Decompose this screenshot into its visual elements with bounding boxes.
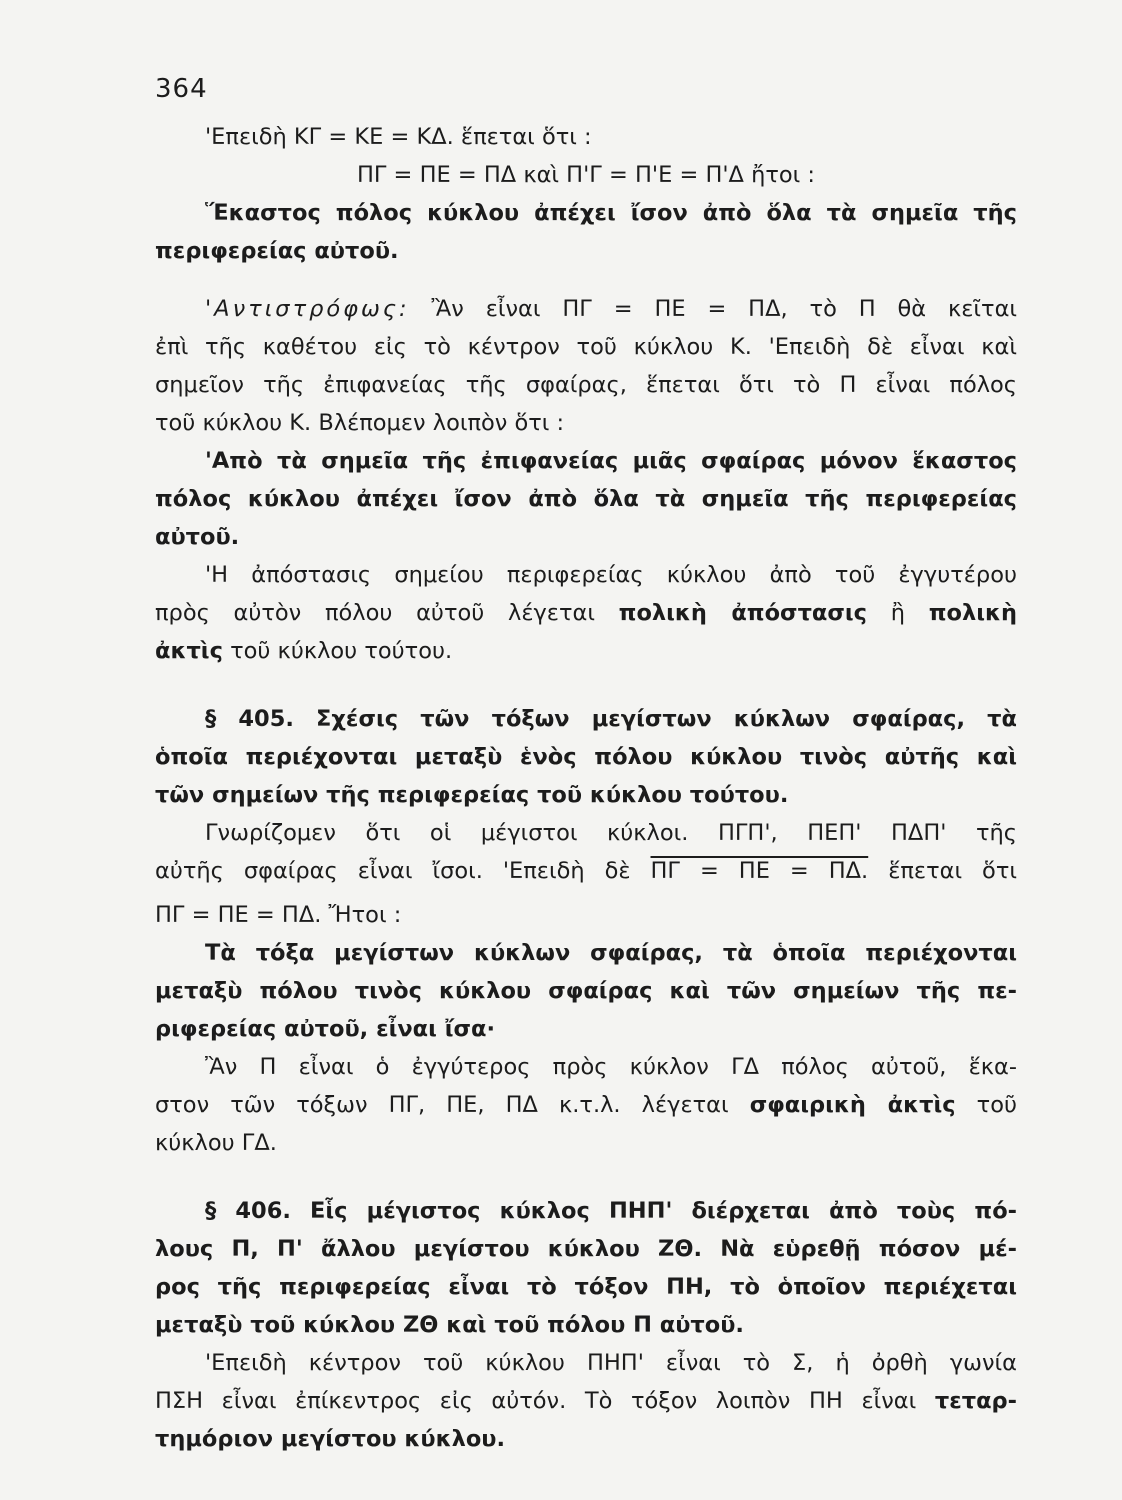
theorem-line: πόλος κύκλου ἀπέχει ἴσον ἀπὸ ὅλα τὰ σημεῖα τῆς περιφερείας [155, 486, 1017, 512]
text-line: τημόριον μεγίστου κύκλου. [155, 1426, 506, 1452]
equation-line: ΠΓ = ΠΕ = ΠΔ καὶ Π'Γ = Π'Ε = Π'Δ ἤτοι : [356, 162, 816, 188]
text-line: Ἂν Π εἶναι ὁ ἐγγύτερος πρὸς κύκλον ΓΔ πόλος αὐτοῦ, ἕκα- [205, 1054, 1017, 1080]
converse-label: 'Αντιστρόφως: [205, 296, 410, 322]
section-heading-line: ὁποῖα περιέχονται μεταξὺ ἑνὸς πόλου κύκλου τινὸς αὐτῆς καὶ [155, 744, 1017, 770]
text-line: 'Επειδὴ ΚΓ = ΚΕ = ΚΔ. ἕπεται ὅτι : [205, 124, 592, 150]
term-bold: σφαιρικὴ ἀκτὶς [749, 1092, 956, 1118]
arc-equation: ΠΓ = ΠΕ = ΠΔ. [155, 902, 322, 928]
text-span: Ἤτοι : [328, 902, 402, 928]
theorem-line: μεταξὺ πόλου τινὸς κύκλου σφαίρας καὶ τῶν σημείων τῆς πε- [155, 978, 1017, 1004]
text-span: ΠΣΗ εἶναι ἐπίκεντρος εἰς αὐτόν. Τὸ τόξον λοιπὸν ΠΗ εἶναι [155, 1388, 917, 1414]
text-span: ἢ [890, 600, 906, 626]
text-line: σημεῖον τῆς ἐπιφανείας τῆς σφαίρας, ἕπεται ὅτι τὸ Π εἶναι πόλος [155, 372, 1017, 398]
theorem-line: ριφερείας αὐτοῦ, εἶναι ἴσα· [155, 1016, 496, 1042]
section-heading-line: λους Π, Π' ἄλλου μεγίστου κύκλου ΖΘ. Νὰ εὑρεθῇ πόσον μέ- [155, 1236, 1017, 1262]
term-bold: τεταρ- [934, 1388, 1017, 1414]
text-line [155, 1382, 1017, 1420]
section-heading-line: ρος τῆς περιφερείας εἶναι τὸ τόξον ΠΗ, τὸ ὁποῖον περιέχεται [155, 1274, 1017, 1300]
theorem-line: Τὰ τόξα μεγίστων κύκλων σφαίρας, τὰ ὁποῖα περιέχονται [205, 940, 1017, 966]
text-line: 'Η ἀπόστασις σημείου περιφερείας κύκλου ἀπὸ τοῦ ἐγγυτέρου [205, 562, 1017, 588]
text-line: Γνωρίζομεν ὅτι οἱ μέγιστοι κύκλοι. ΠΓΠ', ΠΕΠ' ΠΔΠ' τῆς [205, 820, 1017, 846]
text-line: κύκλου ΓΔ. [155, 1130, 277, 1156]
text-line [155, 632, 1017, 670]
term-bold: πολικὴ ἀπόστασις [618, 600, 868, 626]
text-span: ἕπεται ὅτι [888, 858, 1017, 884]
theorem-line: 'Απὸ τὰ σημεῖα τῆς ἐπιφανείας μιᾶς σφαίρας μόνον ἕκαστος [205, 448, 1017, 474]
term-bold: πολικὴ [928, 600, 1017, 626]
section-heading-line: μεταξὺ τοῦ κύκλου ΖΘ καὶ τοῦ πόλου Π αὐτοῦ. [155, 1312, 744, 1338]
text-span: τοῦ κύκλου τούτου. [230, 638, 453, 664]
theorem-line: αὐτοῦ. [155, 524, 240, 550]
theorem-line: περιφερείας αὐτοῦ. [155, 238, 399, 264]
section-heading-line: τῶν σημείων τῆς περιφερείας τοῦ κύκλου τούτου. [155, 782, 789, 808]
text-line [155, 1086, 1017, 1124]
section-406-heading: § 406. Εἷς μέγιστος κύκλος ΠΗΠ' διέρχεται ἀπὸ τοὺς πό- [205, 1198, 1017, 1224]
theorem-line: Ἕκαστος πόλος κύκλου ἀπέχει ἴσον ἀπὸ ὅλα τὰ σημεῖα τῆς [205, 200, 1017, 226]
text-span: πρὸς αὐτὸν πόλου αὐτοῦ λέγεται [155, 600, 595, 626]
text-line [155, 290, 1017, 328]
text-line: ἐπὶ τῆς καθέτου εἰς τὸ κέντρον τοῦ κύκλου Κ. 'Επειδὴ δὲ εἶναι καὶ [155, 334, 1017, 360]
text-span: Ἂν εἶναι ΠΓ = ΠΕ = ΠΔ, τὸ Π θὰ κεῖται [431, 296, 1017, 322]
text-span: στον τῶν τόξων ΠΓ, ΠΕ, ΠΔ κ.τ.λ. λέγεται [155, 1092, 729, 1118]
text-span: τοῦ [976, 1092, 1017, 1118]
term-bold: ἀκτὶς [155, 638, 223, 664]
page-body [155, 118, 1017, 1458]
text-line [155, 852, 1017, 890]
page-number: 364 [155, 74, 208, 104]
text-line: 'Επειδὴ κέντρον τοῦ κύκλου ΠΗΠ' εἶναι τὸ Σ, ἡ ὀρθὴ γωνία [205, 1350, 1017, 1376]
text-line [155, 896, 1017, 934]
overlined-equation: ΠΓ = ΠΕ = ΠΔ. [650, 858, 869, 884]
text-line: τοῦ κύκλου Κ. Βλέπομεν λοιπὸν ὅτι : [155, 410, 565, 436]
section-405-heading: § 405. Σχέσις τῶν τόξων μεγίστων κύκλων σφαίρας, τὰ [205, 706, 1017, 732]
text-line [155, 594, 1017, 632]
text-span: αὐτῆς σφαίρας εἶναι ἴσοι. 'Επειδὴ δὲ [155, 858, 631, 884]
